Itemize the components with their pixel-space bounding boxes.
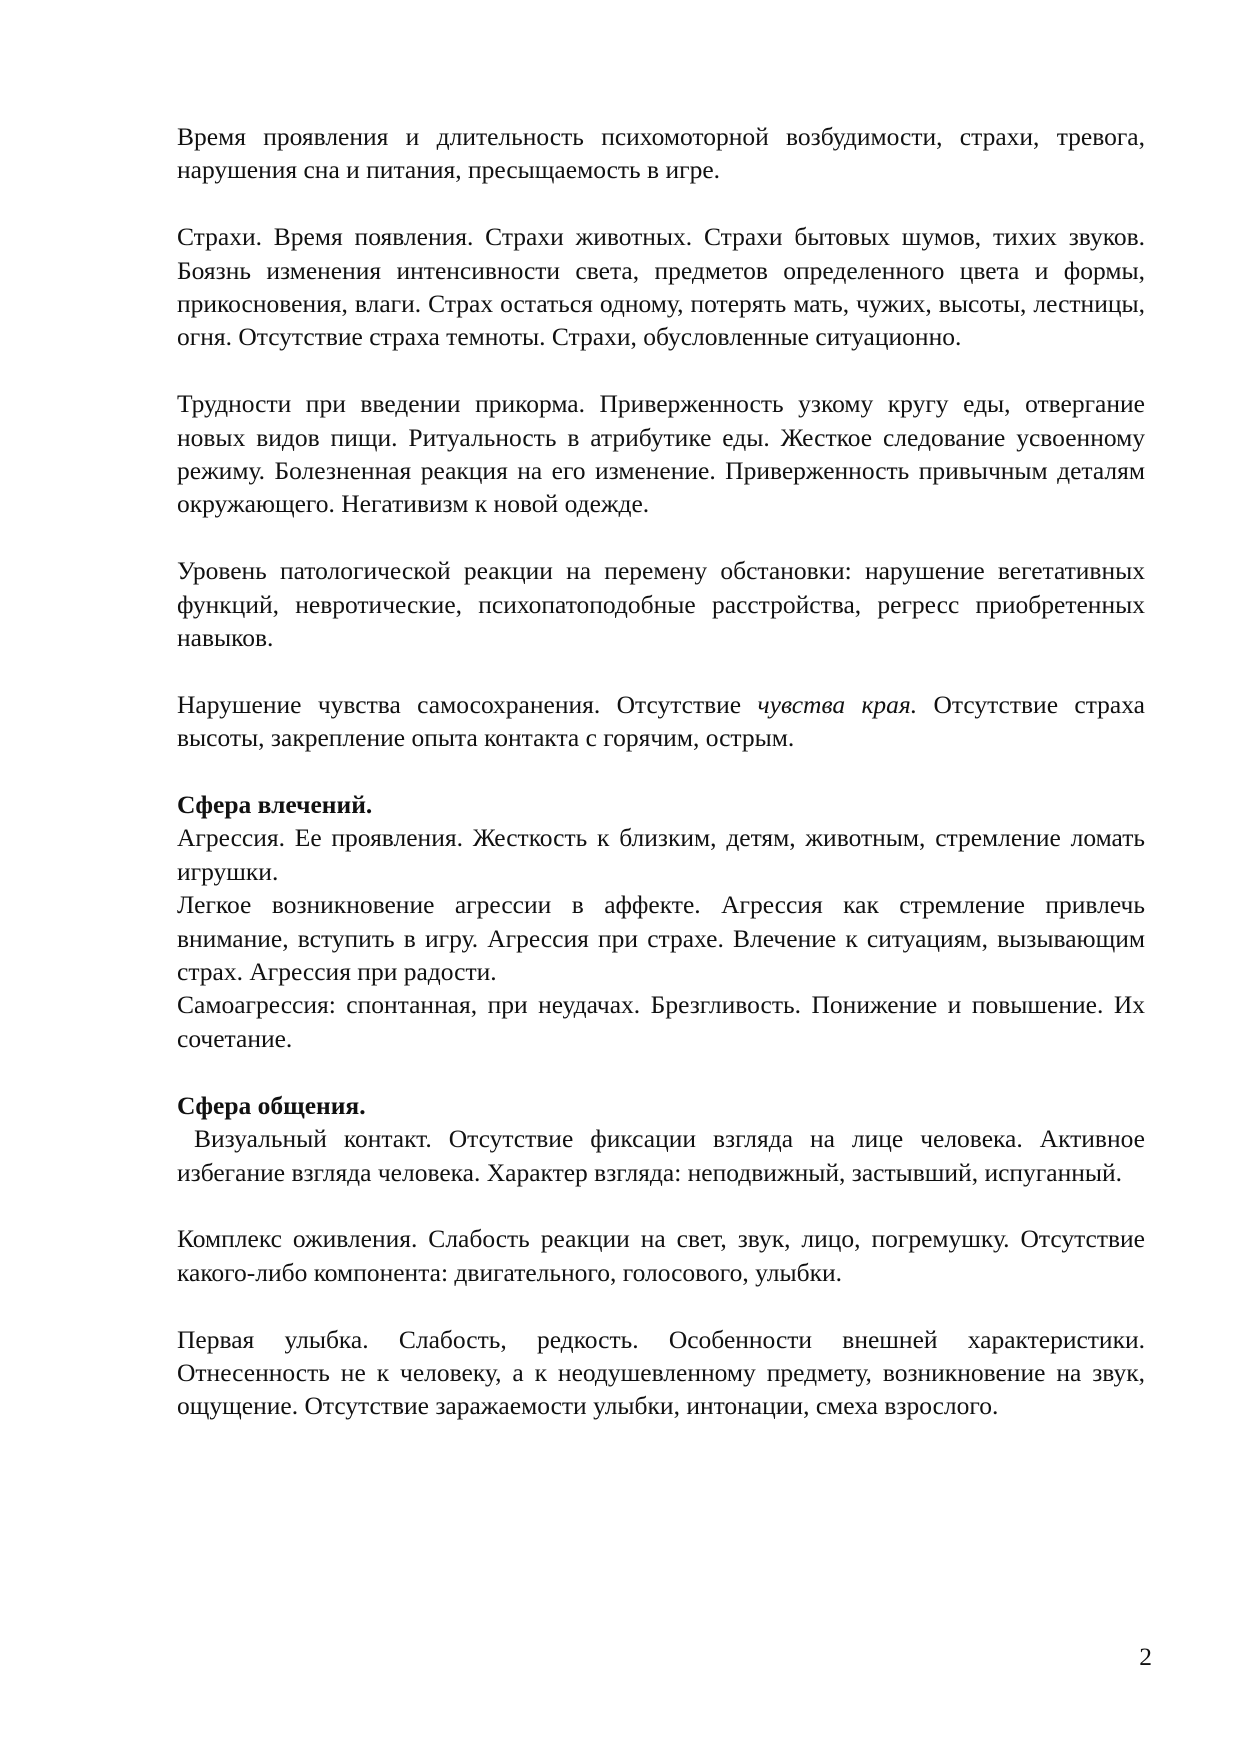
page-content (177, 120, 1152, 1456)
paragraph-fears: Страхи. Время появления. Страхи животных. Страхи бытовых шумов, тихих звуков. Боязнь изменения интенсивности света, предметов определенного цвета и формы, прикосновения, влаги. Страх остаться одному, потерять мать, чужих, высоты, лестницы, огня. Отсутствие страха темноты. Страхи, обусловленные ситуационно. (177, 222, 1145, 352)
paragraph-self-preservation (177, 688, 1145, 755)
self-preservation-text-end: Отсутствие страха высоты, закрепление опыта контакта с горячим, острым. (177, 689, 1145, 753)
self-preservation-italic-term: чувства края. (757, 689, 918, 719)
paragraph-pathological-reaction: Уровень патологической реакции на перемену обстановки: нарушение вегетативных функций, невротические, психопатоподобные расстройства, регресс приобретенных навыков. (177, 556, 1145, 653)
heading-drives-sphere: Сфера влечений. (177, 790, 373, 820)
heading-communication-sphere: Сфера общения. (177, 1090, 366, 1120)
paragraph-revival-complex: Комплекс оживления. Слабость реакции на свет, звук, лицо, погремушку. Отсутствие какого-либо компонента: двигательного, голосового, улыбки. (177, 1224, 1145, 1287)
paragraph-affective-aggression: Легкое возникновение агрессии в аффекте. Агрессия как стремление привлечь внимание, вступить в игру. Агрессия при страхе. Влечение к ситуациям, вызывающим страх. Агрессия при радости. (177, 890, 1145, 987)
paragraph-self-aggression: Самоагрессия: спонтанная, при неудачах. Брезгливость. Понижение и повышение. Их сочетание. (177, 990, 1145, 1053)
paragraph-timing: Время проявления и длительность психомоторной возбудимости, страхи, тревога, нарушения сна и питания, пресыщаемость в игре. (177, 122, 1145, 185)
paragraph-visual-contact: Визуальный контакт. Отсутствие фиксации взгляда на лице человека. Активное избегание взгляда человека. Характер взгляда: неподвижный, застывший, испуганный. (177, 1124, 1152, 1187)
self-preservation-text-start: Нарушение чувства самосохранения. Отсутствие (177, 689, 758, 719)
paragraph-feeding: Трудности при введении прикорма. Приверженность узкому кругу еды, отвергание новых видов пищи. Ритуальность в атрибутике еды. Жесткое следование усвоенному режиму. Болезненная реакция на его изменение. Приверженность привычным деталям окружающего. Негативизм к новой одежде. (177, 389, 1145, 519)
page-number: 2 (1139, 1642, 1152, 1671)
paragraph-first-smile: Первая улыбка. Слабость, редкость. Особенности внешней характеристики. Отнесенность не к человеку, а к неодушевленному предмету, возникновение на звук, ощущение. Отсутствие заражаемости улыбки, интонации, смеха взрослого. (177, 1324, 1145, 1421)
paragraph-aggression: Агрессия. Ее проявления. Жесткость к близким, детям, животным, стремление ломать игрушки. (177, 823, 1145, 886)
